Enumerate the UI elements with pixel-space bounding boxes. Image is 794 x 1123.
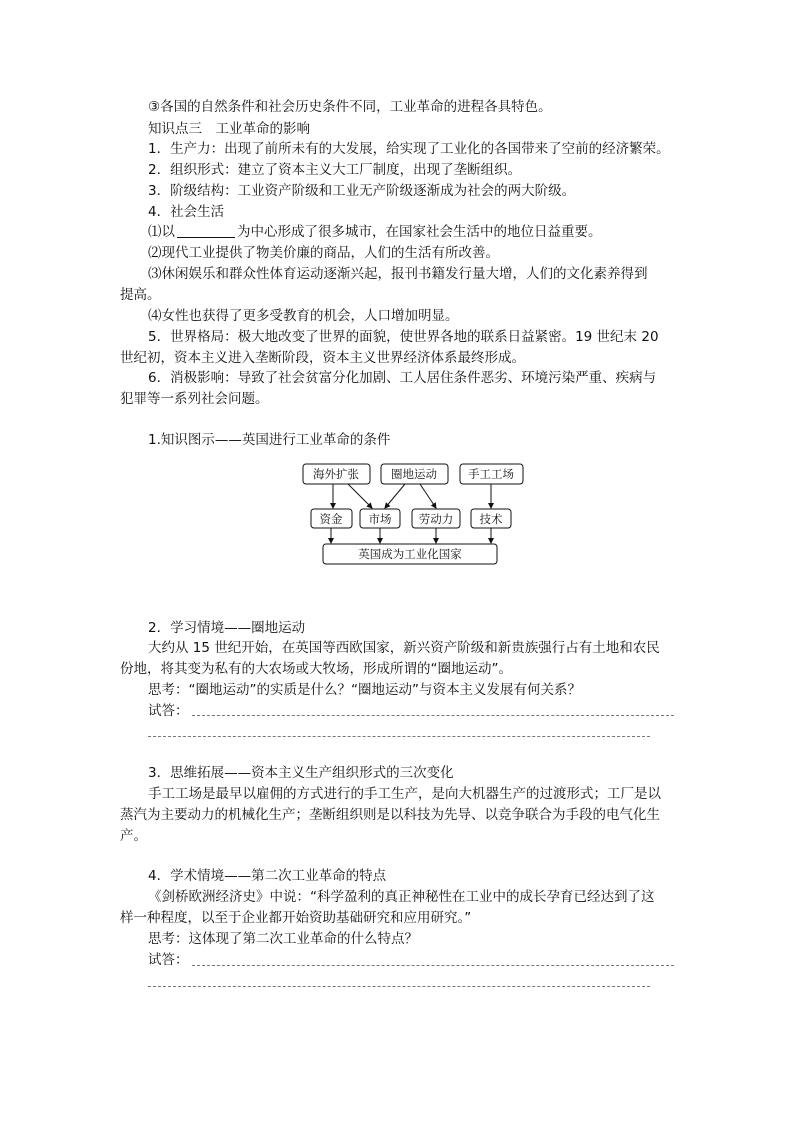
- label-labor: 劳动力: [418, 512, 454, 526]
- item3-para-a: 手工工场是最早以雇佣的方式进行的手工生产，是向大机器生产的过渡形式；工厂是以: [148, 786, 661, 802]
- social-life-3b: 提高。: [120, 287, 161, 303]
- item3-title: 3．思维拓展——资本主义生产组织形式的三次变化: [148, 765, 454, 781]
- point-world-pattern-a: 5．世界格局：极大地改变了世界的面貌，使世界各地的联系日益紧密。19 世纪末 20: [148, 329, 659, 345]
- label-enclosure: 圈地运动: [391, 467, 437, 481]
- item4-para-a: 《剑桥欧洲经济史》中说：“科学盈利的真正神秘性在工业中的成长孕育已经达到了这: [148, 889, 655, 905]
- item4-para-b: 样一种程度，以至于企业都开始资助基础研究和应用研究。”: [120, 910, 472, 926]
- point-social-life: 4．社会生活: [148, 204, 225, 220]
- item2-answer-label: 试答：: [148, 703, 189, 719]
- point-organization: 2．组织形式：建立了资本主义大工厂制度，出现了垄断组织。: [148, 162, 522, 178]
- item2-question: 思考：“圈地运动”的实质是什么？“圈地运动”与资本主义发展有何关系？: [148, 682, 581, 698]
- item4-question: 思考：这体现了第二次工业革命的什么特点？: [148, 931, 418, 947]
- condition-3-line: ③各国的自然条件和社会历史条件不同，工业革命的进程各具特色。: [148, 99, 552, 115]
- label-handicraft-workshop: 手工工场: [468, 467, 514, 481]
- item4-answer-line-2[interactable]: [148, 986, 650, 987]
- item4-answer-line-1[interactable]: [192, 965, 674, 966]
- social-life-1-pre: ⑴以: [148, 224, 175, 240]
- arrow-enclosure-to-labor: [420, 484, 436, 508]
- label-market: 市场: [368, 512, 392, 526]
- social-life-2: ⑵现代工业提供了物美价廉的商品，人们的生活有所改善。: [148, 245, 499, 261]
- item3-para-b: 蒸汽为主要动力的机械化生产；垄断组织则是以科技为先导、以竞争联合为手段的电气化生: [120, 807, 660, 823]
- item2-answer-line-2[interactable]: [148, 736, 650, 737]
- label-technology: 技术: [479, 512, 503, 526]
- social-life-3a: ⑶休闲娱乐和群众性体育运动逐渐兴起，报刊书籍发行量大增，人们的文化素养得到: [148, 266, 648, 282]
- point-world-pattern-b: 世纪初，资本主义进入垄断阶段，资本主义世界经济体系最终形成。: [120, 350, 525, 366]
- social-life-1-post: 为中心形成了很多城市，在国家社会生活中的地位日益重要。: [237, 224, 602, 240]
- item2-title: 2．学习情境——圈地运动: [148, 620, 306, 636]
- point-productivity: 1．生产力：出现了前所未有的大发展，给实现了工业化的各国带来了空前的经济繁荣。: [148, 141, 670, 157]
- point-negative-b: 犯罪等一系列社会问题。: [120, 391, 269, 407]
- diagram-arrows: [331, 484, 491, 543]
- social-life-4: ⑷女性也获得了更多受教育的机会，人口增加明显。: [148, 308, 459, 324]
- label-overseas-expansion: 海外扩张: [313, 467, 359, 481]
- arrow-overseas-to-market: [348, 484, 372, 508]
- label-result: 英国成为工业化国家: [358, 547, 462, 561]
- label-capital: 资金: [319, 512, 343, 526]
- point-negative-a: 6．消极影响：导致了社会贫富分化加剧、工人居住条件恶劣、环境污染严重、疾病与: [148, 370, 657, 386]
- point-class-structure: 3．阶级结构：工业资产阶级和工业无产阶级逐渐成为社会的两大阶级。: [148, 183, 576, 199]
- item2-para-a: 大约从 15 世纪开始，在英国等西欧国家，新兴资产阶级和新贵族强行占有土地和农民: [148, 640, 660, 656]
- section-heading: 知识点三 工业革命的影响: [148, 121, 310, 137]
- item4-answer-label: 试答：: [148, 952, 189, 968]
- arrow-enclosure-to-market: [385, 484, 405, 508]
- item2-para-b: 份地，将其变为私有的大农场或大牧场，形成所谓的“圈地运动”。: [120, 661, 512, 677]
- item2-answer-line-1[interactable]: [192, 715, 674, 716]
- diagram-title: 1.知识图示——英国进行工业革命的条件: [148, 432, 391, 448]
- item4-title: 4．学术情境——第二次工业革命的特点: [148, 868, 387, 884]
- item3-para-c: 产。: [120, 828, 147, 844]
